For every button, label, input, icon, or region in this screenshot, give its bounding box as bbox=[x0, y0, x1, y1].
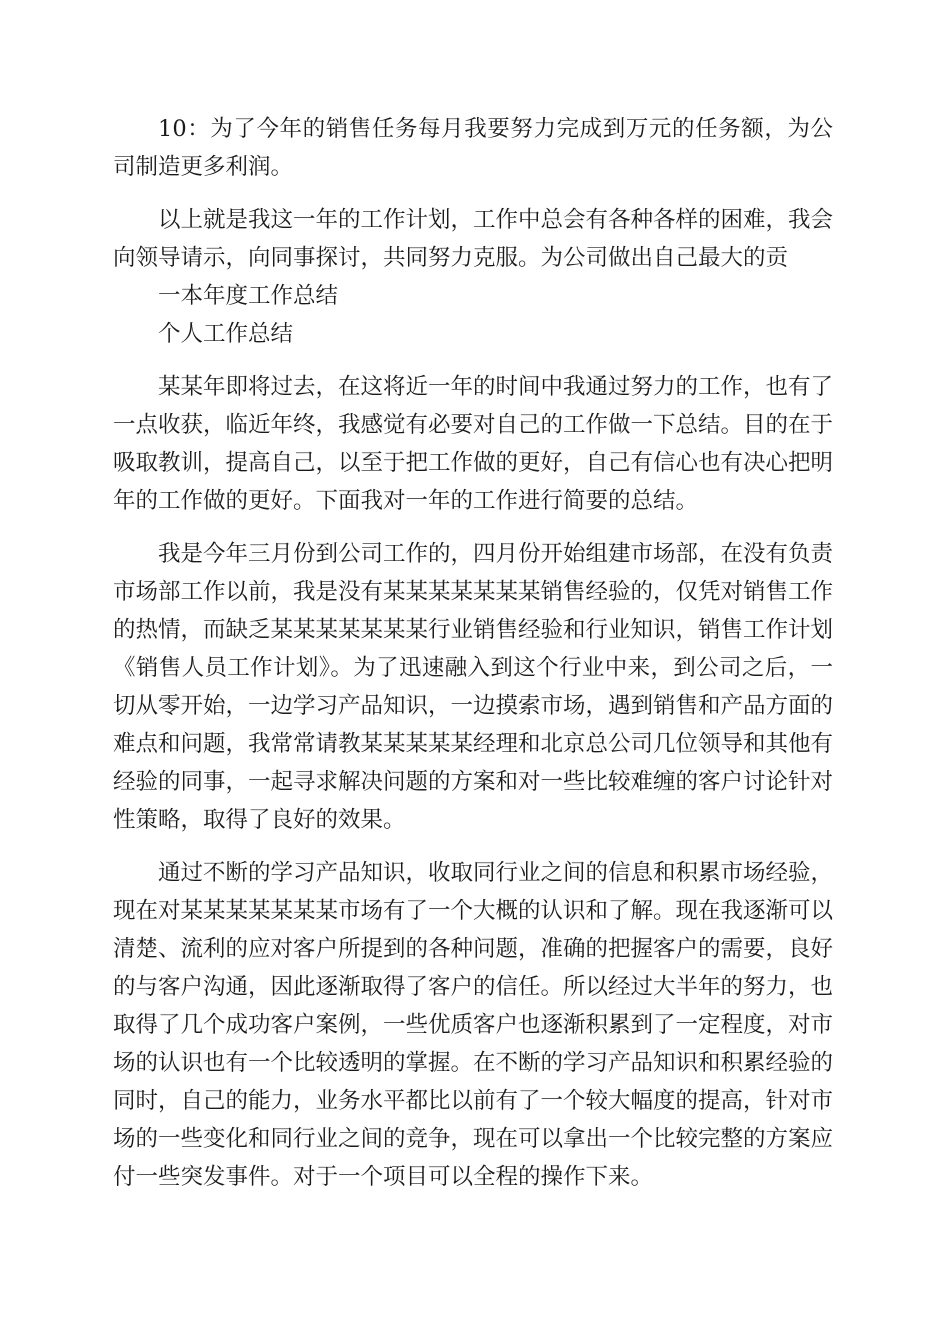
section-heading-annual-summary: 一本年度工作总结 bbox=[158, 283, 339, 309]
paragraph-sales-target: 10：为了今年的销售任务每月我要努力完成到万元的任务额，为公司制造更多利润。 bbox=[113, 116, 833, 180]
section-heading-personal-summary: 个人工作总结 bbox=[158, 321, 294, 347]
paragraph-background: 我是今年三月份到公司工作的，四月份开始组建市场部，在没有负责市场部工作以前，我是没有某某某某某某某销售经验的，仅凭对销售工作的热情，而缺乏某某某某某某某行业销售经验和行业知识，销售工作计划《销售人员工作计划》。为了迅速融入到这个行业中来，到公司之后，一切从零开始，一边学习产品知识，一边摸索市场，遇到销售和产品方面的难点和问题，我常常请教某某某某某经理和北京总公司几位领导和其他有经验的同事，一起寻求解决问题的方案和对一些比较难缠的客户讨论针对性策略，取得了良好的效果。 bbox=[113, 541, 834, 833]
paragraph-intro: 某某年即将过去，在这将近一年的时间中我通过努力的工作，也有了一点收获，临近年终，我感觉有必要对自己的工作做一下总结。目的在于吸取教训，提高自己，以至于把工作做的更好，自己有信心也有决心把明年的工作做的更好。下面我对一年的工作进行简要的总结。 bbox=[113, 374, 834, 514]
document-body bbox=[113, 110, 833, 1196]
paragraph-progress: 通过不断的学习产品知识，收取同行业之间的信息和积累市场经验，现在对某某某某某某某市场有了一个大概的认识和了解。现在我逐渐可以清楚、流利的应对客户所提到的各种问题，准确的把握客户的需要，良好的与客户沟通，因此逐渐取得了客户的信任。所以经过大半年的努力，也取得了几个成功客户案例，一些优质客户也逐渐积累到了一定程度，对市场的认识也有一个比较透明的掌握。在不断的学习产品知识和积累经验的同时，自己的能力，业务水平都比以前有了一个较大幅度的提高，针对市场的一些变化和同行业之间的竞争，现在可以拿出一个比较完整的方案应付一些突发事件。对于一个项目可以全程的操作下来。 bbox=[113, 860, 834, 1190]
paragraph-plan-summary: 以上就是我这一年的工作计划，工作中总会有各种各样的困难，我会向领导请示，向同事探讨，共同努力克服。为公司做出自己最大的贡 bbox=[113, 207, 834, 271]
